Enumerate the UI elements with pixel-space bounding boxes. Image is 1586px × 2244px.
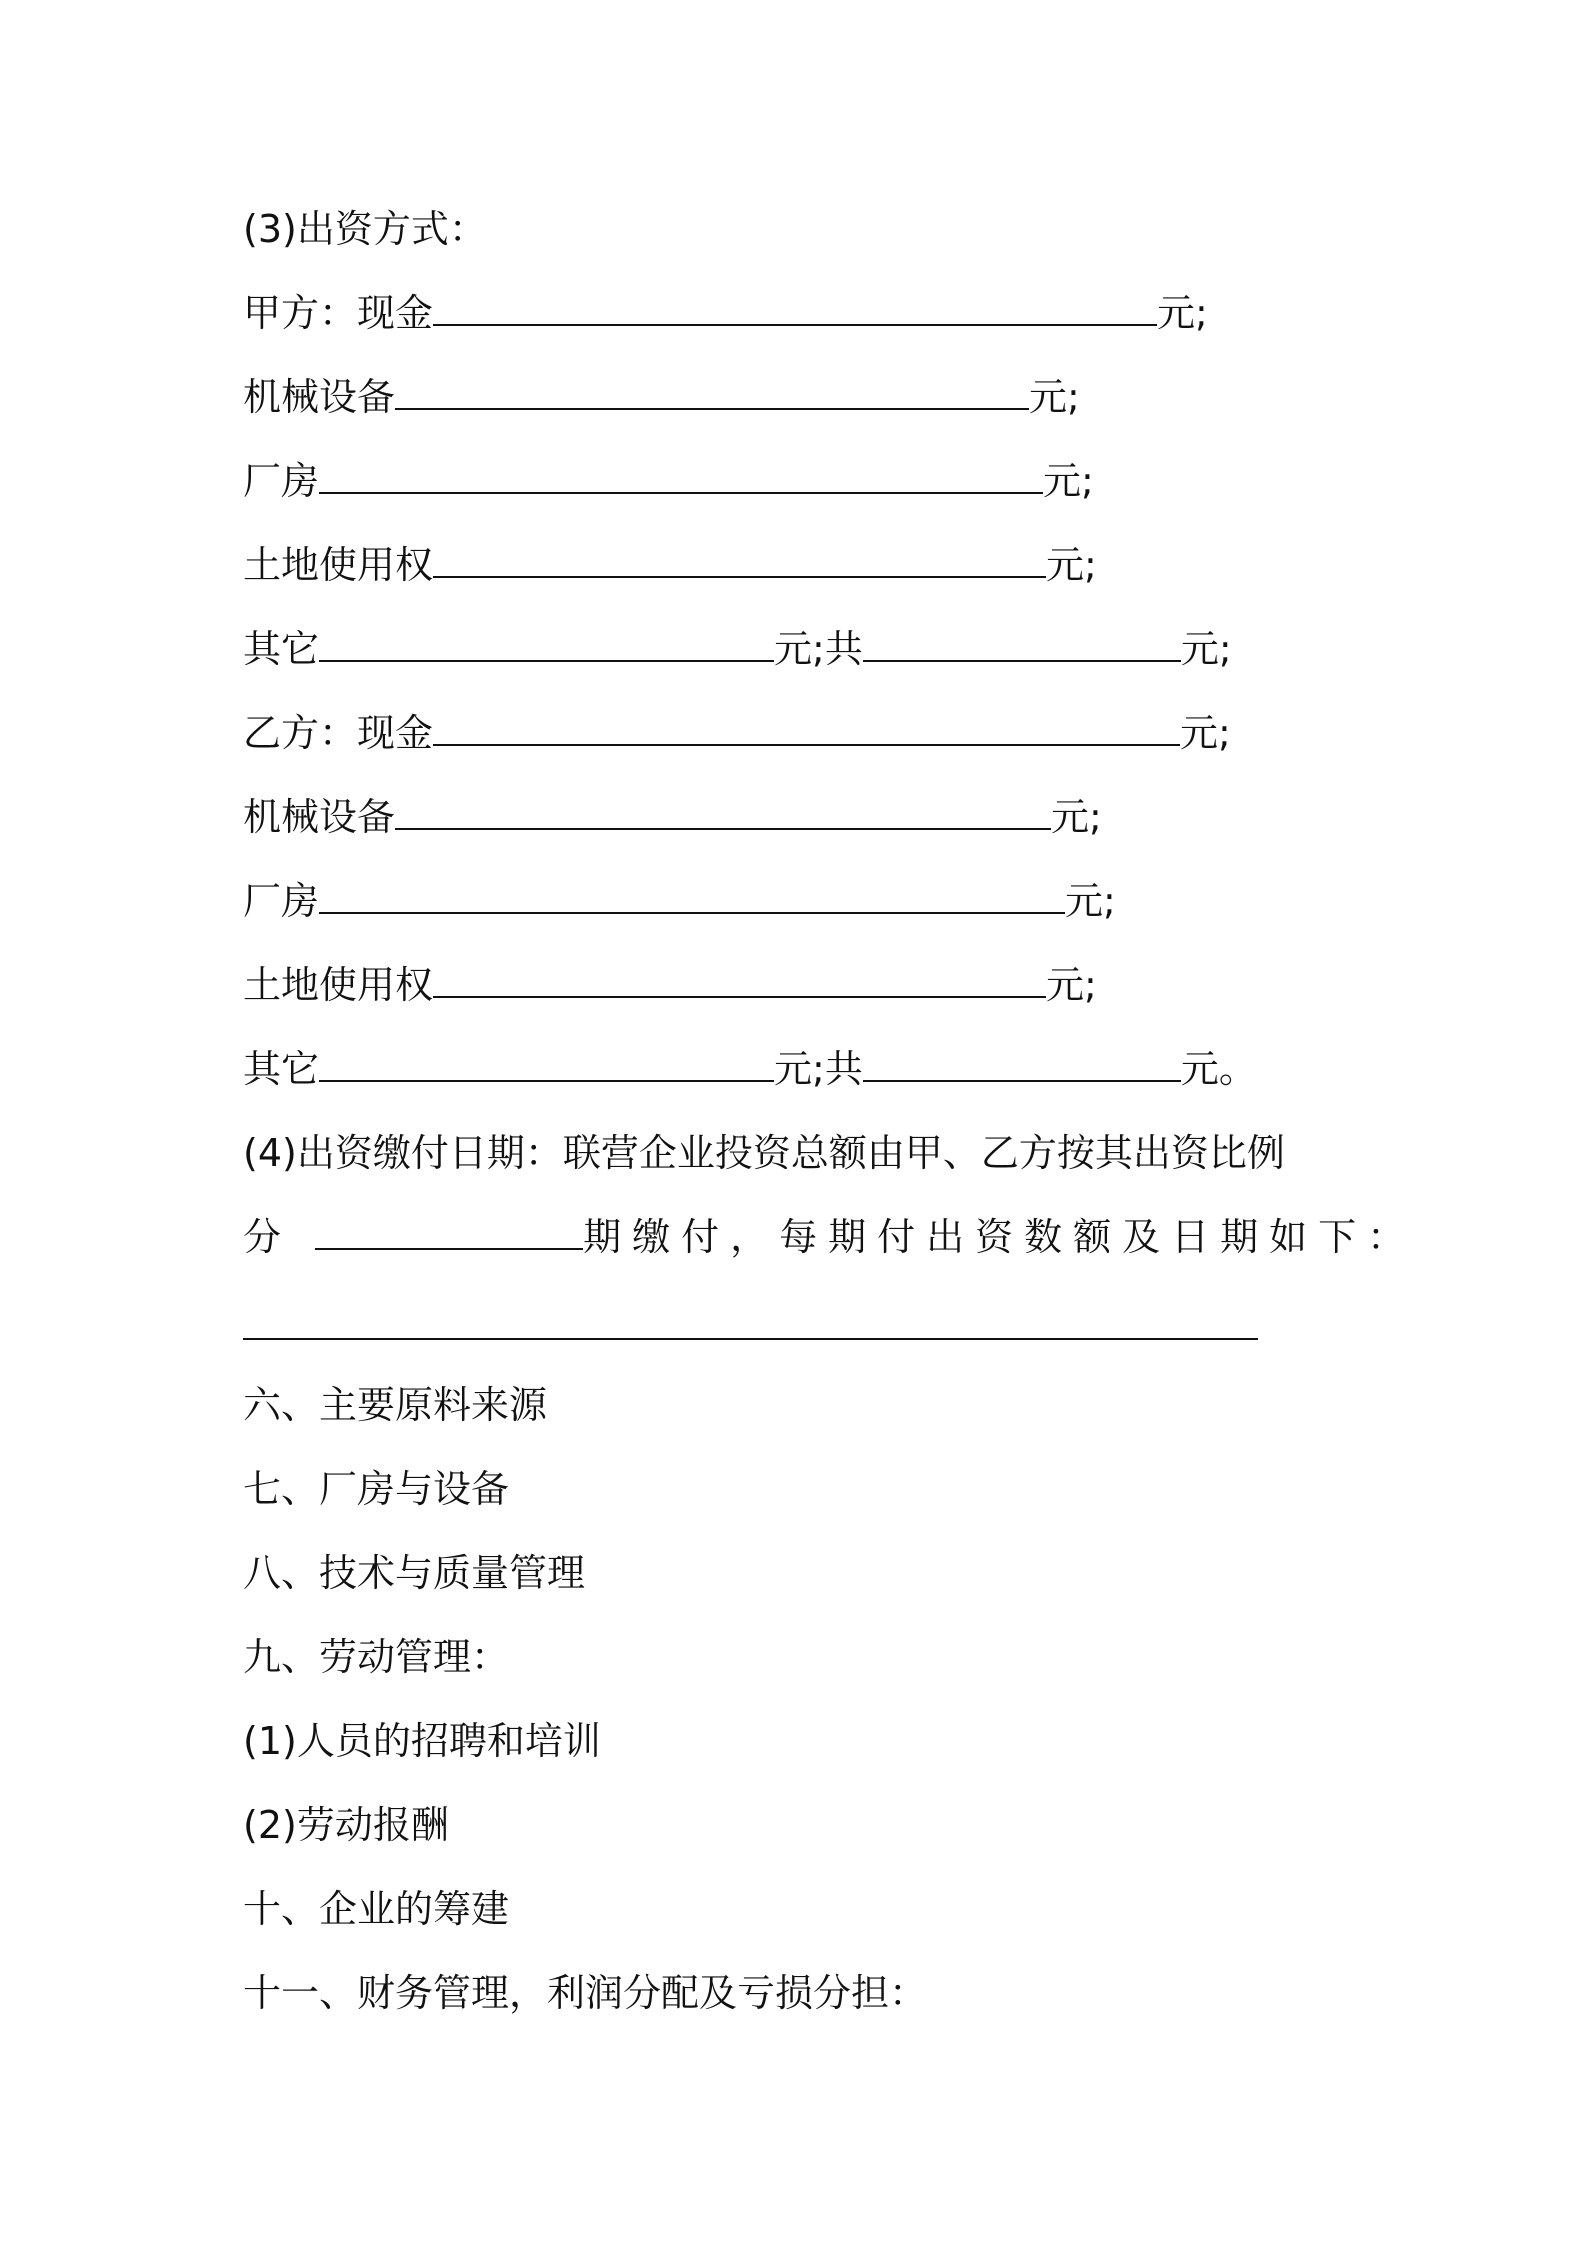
section-11-heading: 十一、财务管理，利润分配及亏损分担： — [243, 1971, 928, 2015]
party-b-machinery-line: 机械设备 元; — [243, 792, 1102, 842]
section-10-heading: 十、企业的筹建 — [243, 1887, 510, 1931]
installments-count-blank[interactable] — [315, 1212, 583, 1250]
section-9-heading: 九、劳动管理： — [243, 1635, 510, 1679]
party-b-plant-line: 厂房 元; — [243, 876, 1116, 926]
party-b-plant-blank[interactable] — [319, 876, 1065, 914]
party-a-plant-line: 厂房 元; — [243, 456, 1094, 506]
party-b-total-blank[interactable] — [863, 1044, 1181, 1082]
section-8-heading: 八、技术与质量管理 — [243, 1551, 586, 1595]
party-b-machinery-blank[interactable] — [395, 792, 1051, 830]
party-b-cash-line: 乙方：现金 元; — [243, 708, 1231, 758]
section-capital-method-heading: (3)出资方式： — [243, 207, 487, 251]
party-a-land-use-blank[interactable] — [433, 540, 1046, 578]
party-b-other-line: 其它 元;共 元。 — [243, 1044, 1257, 1094]
party-a-machinery-blank[interactable] — [395, 372, 1029, 410]
party-a-plant-blank[interactable] — [319, 456, 1043, 494]
section-payment-date-line: (4)出资缴付日期：联营企业投资总额由甲、乙方按其出资比例 — [243, 1131, 1285, 1175]
section-6-heading: 六、主要原料来源 — [243, 1383, 548, 1427]
installments-line: 分 期缴付，每期付出资数额及日期如下： — [243, 1212, 1416, 1262]
party-a-land-use-line: 土地使用权 元; — [243, 540, 1097, 590]
party-a-other-line: 其它 元;共 元; — [243, 624, 1232, 674]
party-b-land-use-blank[interactable] — [433, 960, 1046, 998]
party-b-cash-blank[interactable] — [433, 708, 1180, 746]
party-a-total-blank[interactable] — [863, 624, 1181, 662]
party-a-cash-blank[interactable] — [433, 288, 1157, 326]
party-a-other-blank[interactable] — [319, 624, 774, 662]
section-9-item-1: (1)人员的招聘和培训 — [243, 1719, 601, 1763]
party-b-other-blank[interactable] — [319, 1044, 774, 1082]
schedule-blank-rule[interactable] — [243, 1338, 1258, 1340]
section-7-heading: 七、厂房与设备 — [243, 1467, 510, 1511]
section-9-item-2: (2)劳动报酬 — [243, 1803, 449, 1847]
party-a-cash-line: 甲方：现金 元; — [243, 288, 1208, 338]
party-b-land-use-line: 土地使用权 元; — [243, 960, 1097, 1010]
party-a-machinery-line: 机械设备 元; — [243, 372, 1080, 422]
